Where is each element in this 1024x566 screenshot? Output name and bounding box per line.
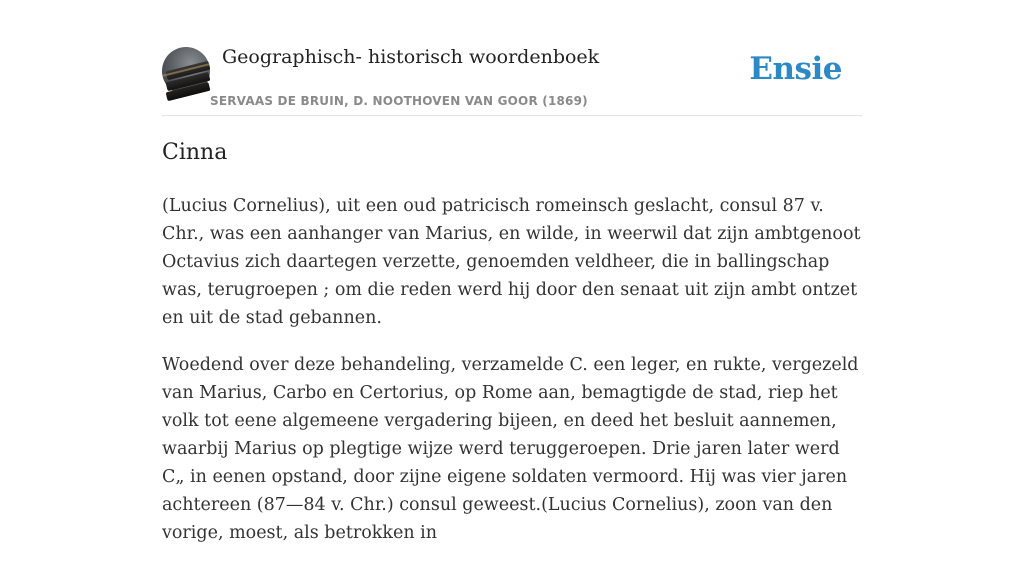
book-authors: SERVAAS DE BRUIN, D. NOOTHOVEN VAN GOOR (1869): [210, 94, 588, 108]
ensie-logo-link[interactable]: Ensie: [749, 51, 842, 87]
entry-title: Cinna: [162, 140, 228, 165]
entry-paragraph: (Lucius Cornelius), uit een oud patricisch romeinsch geslacht, consul 87 v. Chr., was een aanhanger van Marius, en wilde, in weerwil dat zijn ambtgenoot Octavius zich daartegen verzette, genoemden veldheer, die in ballingschap was, terugroepen ; om die reden werd hij door den senaat uit zijn ambt ontzet en uit de stad gebannen.: [162, 196, 861, 328]
entry-body: [162, 192, 862, 566]
header-divider: [162, 115, 862, 116]
book-title[interactable]: Geographisch- historisch woordenboek: [222, 46, 600, 68]
book-cover-avatar[interactable]: [162, 47, 210, 95]
entry-paragraph: Woedend over deze behandeling, verzamelde C. een leger, en rukte, vergezeld van Marius, Carbo en Certorius, op Rome aan, bemagtigde de stad, riep het volk tot eene algemeene vergadering bijeen, en deed het besluit aannemen, waarbij Marius op plegtige wijze werd teruggeroepen. Drie jaren later werd C„ in eenen opstand, door zijne eigene soldaten vermoord. Hij was vier jaren achtereen (87—84 v. Chr.) consul geweest.(Lucius Cornelius), zoon van den vorige, moest, als betrokken in: [162, 355, 859, 543]
